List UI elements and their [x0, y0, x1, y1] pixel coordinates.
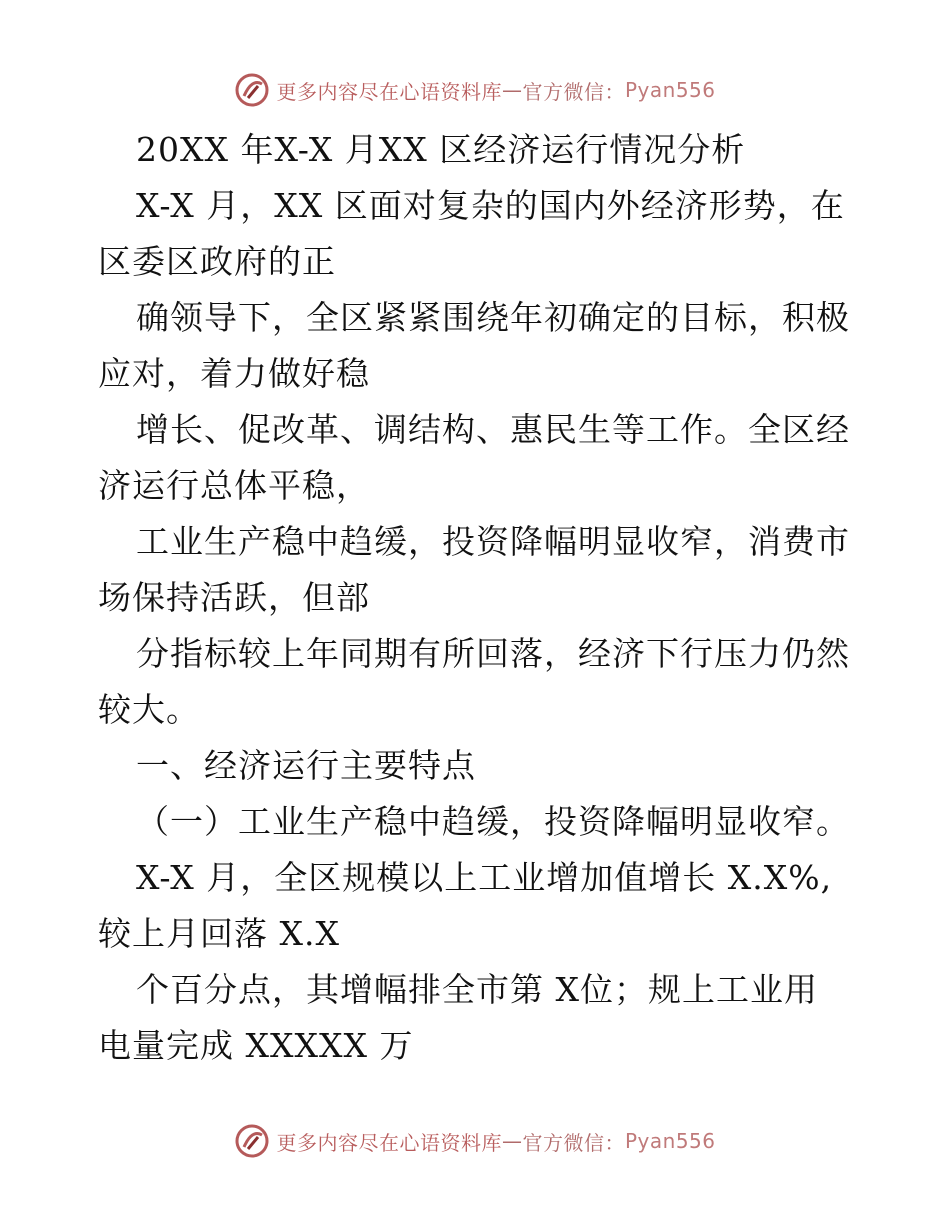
paragraph-line: 济运行总体平稳，	[98, 466, 370, 505]
paragraph-line: 分指标较上年同期有所回落，经济下行压力仍然	[136, 634, 850, 673]
watermark-banner-bottom	[0, 1121, 950, 1161]
section-heading: 一、经济运行主要特点	[136, 746, 476, 785]
document-title: 20XX 年X-X 月XX 区经济运行情况分析	[136, 130, 746, 169]
banner-brand-text: 更多内容尽在心语资料库	[276, 1130, 502, 1155]
banner-official-label: 官方微信：	[522, 1130, 625, 1155]
banner-official-label: 官方微信：	[522, 79, 625, 104]
paragraph-line: 电量完成 XXXXX 万	[98, 1026, 414, 1065]
paragraph-line: 应对，着力做好稳	[98, 354, 370, 393]
logo-icon	[234, 1123, 270, 1159]
paragraph-line: 较大。	[98, 690, 200, 729]
subsection-heading: （一）工业生产稳中趋缓，投资降幅明显收窄。	[136, 802, 850, 841]
paragraph-line: X-X 月，XX 区面对复杂的国内外经济形势，在	[136, 186, 845, 225]
document-body	[98, 122, 858, 1074]
banner-dash: —	[501, 1129, 523, 1153]
banner-wechat-handle: Pyan556	[624, 78, 716, 102]
paragraph-line: 确领导下，全区紧紧围绕年初确定的目标，积极	[136, 298, 850, 337]
paragraph-line: 较上月回落 X.X	[98, 914, 340, 953]
banner-wechat-handle: Pyan556	[624, 1129, 716, 1153]
paragraph-line: 工业生产稳中趋缓，投资降幅明显收窄，消费市	[136, 522, 850, 561]
logo-icon	[234, 72, 270, 108]
paragraph-line: 增长、促改革、调结构、惠民生等工作。全区经	[136, 410, 850, 449]
paragraph-line: 场保持活跃，但部	[98, 578, 370, 617]
banner-brand-text: 更多内容尽在心语资料库	[276, 79, 502, 104]
watermark-banner-top	[0, 70, 950, 110]
paragraph-line: 区委区政府的正	[98, 242, 336, 281]
paragraph-line: X-X 月，全区规模以上工业增加值增长 X.X%,	[136, 858, 833, 897]
paragraph-line: 个百分点，其增幅排全市第 X位；规上工业用	[136, 970, 818, 1009]
banner-dash: —	[501, 78, 523, 102]
